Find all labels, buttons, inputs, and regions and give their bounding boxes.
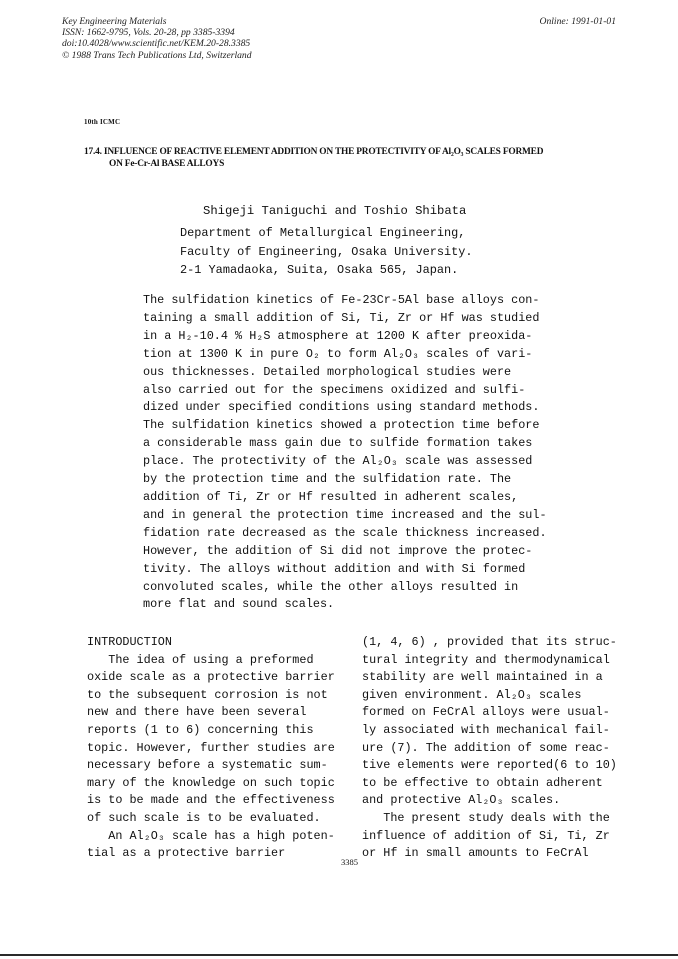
body-line: or Hf in small amounts to FeCrAl	[362, 846, 589, 861]
abstract-line: tivity. The alloys without addition and with Si formed	[143, 561, 526, 576]
body-line: (1, 4, 6) , provided that its struc-	[362, 635, 617, 649]
body-line: reports (1 to 6) concerning this	[87, 722, 314, 737]
body-line: The idea of using a preformed	[87, 652, 314, 667]
abstract-line: addition of Ti, Zr or Hf resulted in adherent scales,	[143, 489, 519, 504]
body-line: of such scale is to be evaluated.	[87, 810, 321, 825]
body-line: formed on FeCrAl alloys were usual-	[362, 705, 610, 720]
body-column-left	[87, 634, 335, 863]
body-line: new and there have been several	[87, 705, 307, 720]
paper-title	[84, 146, 644, 170]
abstract-line: convoluted scales, while the other alloys resulted in	[143, 579, 519, 594]
body-line: ure (7). The addition of some reac-	[362, 740, 610, 755]
doi-line: doi:10.4028/www.scientific.net/KEM.20-28.3385	[62, 38, 251, 50]
journal-metadata	[62, 16, 252, 61]
body-line: ly associated with mechanical fail-	[362, 722, 610, 737]
copyright-line: © 1988 Trans Tech Publications Ltd, Switzerland	[62, 49, 252, 61]
abstract-line: and in general the protection time increased and the sul-	[143, 507, 547, 522]
abstract-line: dized under specified conditions using standard methods.	[143, 400, 540, 415]
affiliation-block	[180, 224, 473, 280]
body-line: stability are well maintained in a	[362, 670, 603, 685]
issn-line: ISSN: 1662-9795, Vols. 20-28, pp 3385-3394	[62, 27, 235, 39]
abstract-line: in a H₂-10.4 % H₂S atmosphere at 1200 K after preoxida-	[143, 328, 533, 343]
abstract-line: fidation rate decreased as the scale thickness increased.	[143, 525, 547, 540]
body-line: tural integrity and thermodynamical	[362, 652, 610, 667]
abstract-line: place. The protectivity of the Al₂O₃ scale was assessed	[143, 454, 533, 469]
abstract-line: also carried out for the specimens oxidized and sulfi-	[143, 382, 526, 397]
abstract	[143, 292, 547, 614]
section-heading-introduction: INTRODUCTION	[87, 635, 172, 649]
affiliation-line: 2-1 Yamadaoka, Suita, Osaka 565, Japan.	[180, 263, 459, 277]
abstract-line: However, the addition of Si did not improve the protec-	[143, 543, 533, 558]
abstract-line: ous thicknesses. Detailed morphological studies were	[143, 364, 512, 379]
conference-label: 10th ICMC	[84, 118, 121, 126]
title-line: ON Fe-Cr-Al BASE ALLOYS	[109, 159, 225, 169]
bottom-rule	[0, 954, 678, 956]
abstract-line: taining a small addition of Si, Ti, Zr or Hf was studied	[143, 310, 540, 325]
body-line: to the subsequent corrosion is not	[87, 687, 328, 702]
online-date: Online: 1991-01-01	[539, 16, 616, 27]
author-line: Shigeji Taniguchi and Toshio Shibata	[203, 204, 467, 218]
abstract-line: more flat and sound scales.	[143, 597, 335, 612]
body-line: tial as a protective barrier	[87, 846, 286, 861]
abstract-line: tion at 1300 K in pure O₂ to form Al₂O₃ scales of vari-	[143, 346, 533, 361]
body-line: The present study deals with the	[362, 810, 610, 825]
body-column-right	[362, 634, 617, 863]
affiliation-line: Department of Metallurgical Engineering,	[180, 226, 466, 240]
body-line: is to be made and the effectiveness	[87, 793, 335, 808]
abstract-line: by the protection time and the sulfidation rate. The	[143, 472, 512, 487]
journal-name: Key Engineering Materials	[62, 16, 167, 27]
body-line: mary of the knowledge on such topic	[87, 775, 335, 790]
affiliation-line: Faculty of Engineering, Osaka University.	[180, 244, 473, 259]
abstract-line: The sulfidation kinetics of Fe-23Cr-5Al base alloys con-	[143, 293, 540, 307]
title-line: 17.4. INFLUENCE OF REACTIVE ELEMENT ADDITION ON THE PROTECTIVITY OF Al₂O₃ SCALES FORMED	[84, 147, 544, 157]
abstract-line: a considerable mass gain due to sulfide formation takes	[143, 436, 533, 451]
body-line: given environment. Al₂O₃ scales	[362, 687, 582, 702]
body-line: to be effective to obtain adherent	[362, 775, 603, 790]
body-line: An Al₂O₃ scale has a high poten-	[87, 828, 335, 843]
body-line: influence of addition of Si, Ti, Zr	[362, 828, 610, 843]
body-line: necessary before a systematic sum-	[87, 758, 328, 773]
body-line: oxide scale as a protective barrier	[87, 670, 335, 685]
page-number: 3385	[341, 857, 358, 867]
body-line: and protective Al₂O₃ scales.	[362, 793, 561, 808]
abstract-line: The sulfidation kinetics showed a protection time before	[143, 418, 540, 433]
body-line: tive elements were reported(6 to 10)	[362, 758, 617, 773]
body-line: topic. However, further studies are	[87, 740, 335, 755]
